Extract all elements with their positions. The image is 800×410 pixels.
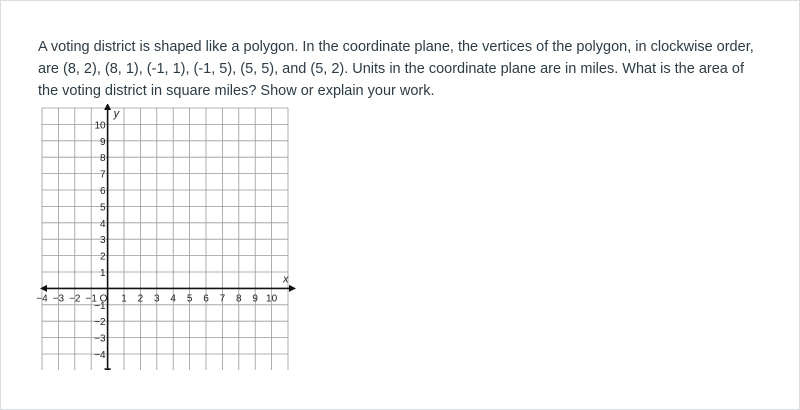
y-tick-label: −3 xyxy=(94,333,106,345)
x-tick-label: 9 xyxy=(252,293,258,305)
y-tick-label: 8 xyxy=(100,153,106,165)
axes xyxy=(40,104,296,370)
y-tick-label: 5 xyxy=(100,202,106,214)
y-tick-label: 1 xyxy=(100,268,106,279)
y-axis-arrow-top xyxy=(104,104,111,110)
x-tick-label: −1 xyxy=(85,293,97,305)
y-tick-label: 4 xyxy=(100,218,106,230)
x-tick-label: 7 xyxy=(219,293,226,305)
x-tick-label: −4 xyxy=(36,293,48,305)
y-tick-label: 10 xyxy=(94,120,106,132)
x-tick-label: 5 xyxy=(186,293,193,305)
y-tick-label: −4 xyxy=(94,350,106,361)
x-tick-label: 1 xyxy=(121,293,127,305)
x-tick-label: 10 xyxy=(266,293,278,305)
y-tick-label: 9 xyxy=(100,136,106,148)
x-tick-label: 2 xyxy=(137,293,144,305)
x-tick-label: 3 xyxy=(154,293,160,305)
y-tick-label: 3 xyxy=(100,235,106,247)
origin-label: O xyxy=(99,293,108,305)
x-tick-label: 8 xyxy=(236,293,242,305)
y-axis-label: y xyxy=(113,108,120,120)
y-tick-label: −1 xyxy=(94,300,106,312)
coordinate-plane-graphic xyxy=(36,104,306,370)
x-axis-label: x xyxy=(283,273,289,286)
y-axis-arrow-bottom xyxy=(104,368,111,370)
question-text: A voting district is shaped like a polygon. In the coordinate plane, the vertices of the polygon, in clockwise order, are (8, 2), (8, 1), (-1, 1), (-1, 5), (5, 5), and (5, 2). Units in the coordinate plane are in miles. What is the area of the voting district in square miles? Show or explain your work. xyxy=(38,39,754,99)
x-axis-arrow-left xyxy=(40,285,47,292)
x-axis-arrow-right xyxy=(289,285,296,292)
coordinate-plane xyxy=(36,104,306,375)
y-tick-label: 7 xyxy=(100,169,106,181)
grid-lines xyxy=(42,108,288,370)
x-tick-label: 6 xyxy=(203,293,209,305)
x-tick-label: −3 xyxy=(52,293,65,305)
y-tick-label: −2 xyxy=(94,317,106,329)
y-tick-label: 2 xyxy=(100,251,106,263)
x-tick-label: −2 xyxy=(69,293,81,305)
y-tick-label: 6 xyxy=(100,186,106,197)
x-tick-label: 4 xyxy=(170,293,176,305)
